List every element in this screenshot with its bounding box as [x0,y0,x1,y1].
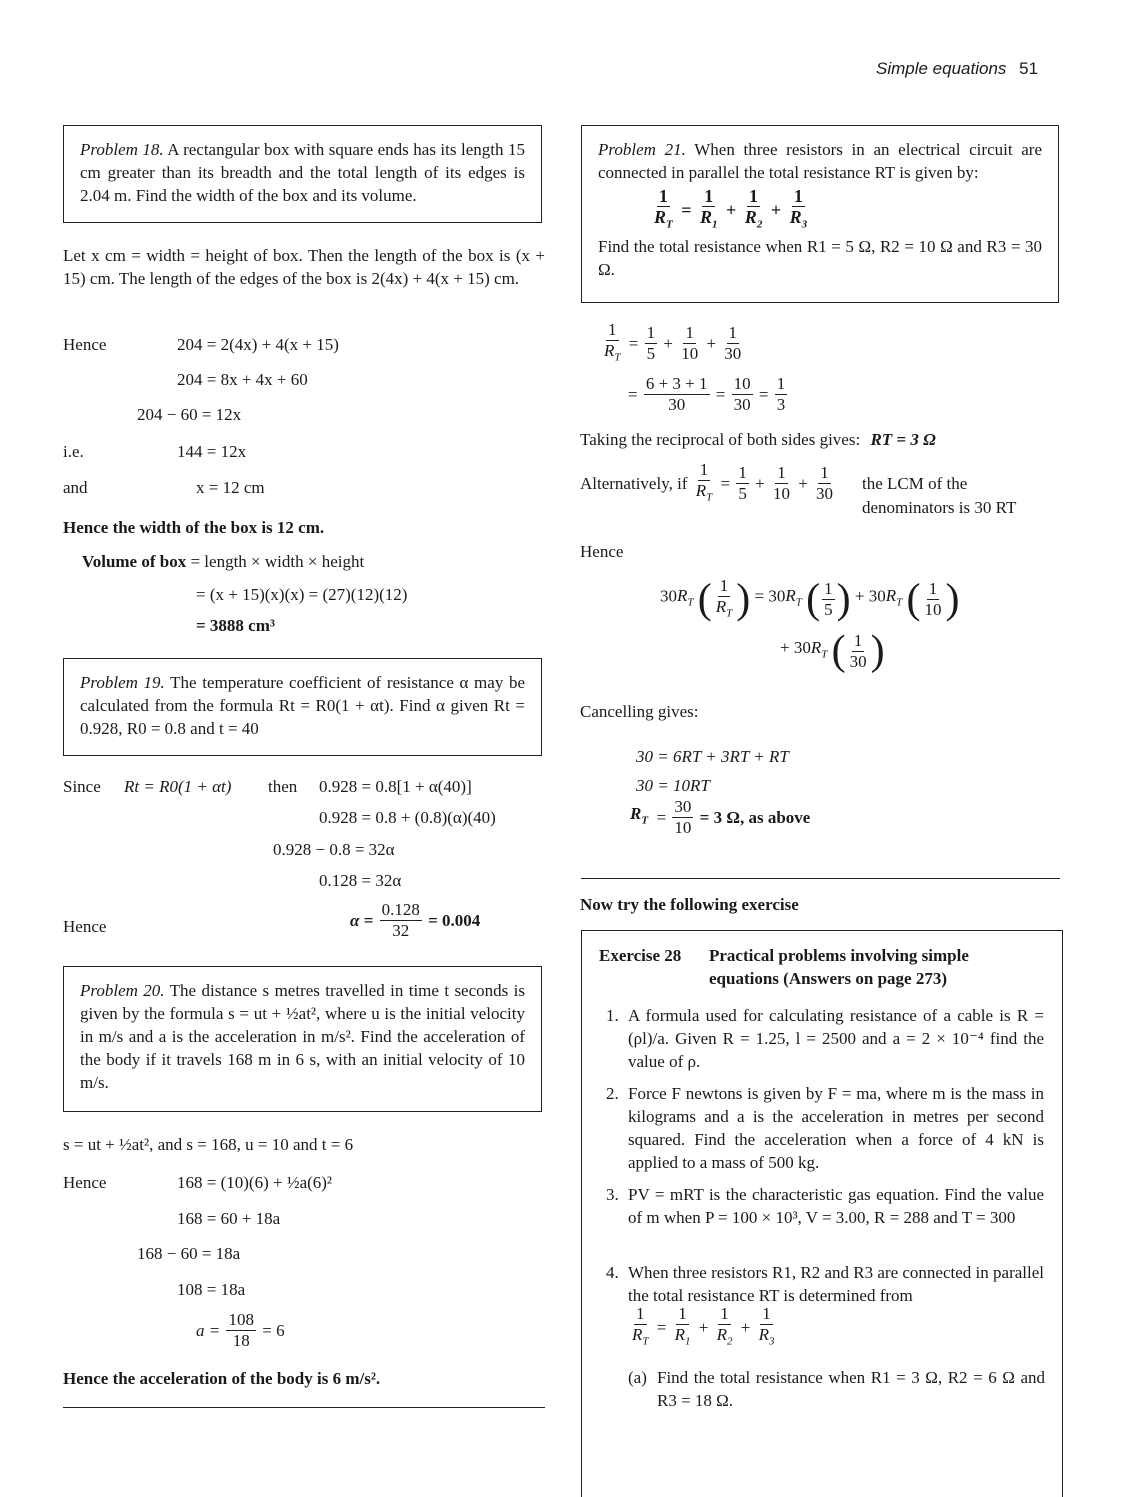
reciprocal-result: RT = 3 Ω [870,430,936,449]
equation: 168 = (10)(6) + ½a(6)² [177,1173,333,1192]
item-text: A formula used for calculating resistance of a cable is R = (ρl)/a. Given R = 1.25, l = 2500 and a = 2 × 10⁻⁴ find the value of ρ. [628,1006,1044,1071]
step-label: Hence [63,335,107,354]
volume-line [82,550,364,573]
problem-18-box [63,125,542,223]
equation: 204 = 2(4x) + 4(x + 15) [177,335,339,354]
sub-item-text: Find the total resistance when R1 = 3 Ω, R2 = 6 Ω and R3 = 18 Ω. [657,1368,1045,1410]
item-text: Force F newtons is given by F = ma, where m is the mass in kilograms and a is the acceleration in metres per second squared. Find the acceleration when a force of 4 kN is applied to a mass of 500 kg. [628,1084,1044,1172]
hence-label: Hence [580,542,624,561]
equation: 144 = 12x [177,442,247,461]
since-label: Since [63,777,101,796]
item-text: When three resistors R1, R2 and R3 are connected in parallel the total resistance RT is determined from [628,1263,1044,1305]
problem-21-find: Find the total resistance when R1 = 5 Ω, R2 = 10 Ω and R3 = 30 Ω. [598,236,1042,279]
reciprocal-simplified: = $\frac{6 + 3 + 1}{30}$ = $\frac{10}{30}$ = $\frac{1}{3}$ [628,374,786,414]
problem-18-statement [80,138,525,207]
divider [581,878,1060,879]
equation: 30 = 10RT [636,776,710,795]
problem-18-text: A rectangular box with square ends has its length 15 cm greater than its breadth and the total length of its edges is 2.04 m. Find the width of the box and its volume. [80,140,525,205]
item-text: PV = mRT is the characteristic gas equation. Find the value of m when P = 100 × 10³, V = 3.00, R = 288 and T = 300 [628,1185,1044,1227]
problem-19-text: The temperature coefficient of resistance α may be calculated from the formula Rt = R0(1 + αt). Find α given Rt = 0.928, R0 = 0.8 and t = 40 [80,673,526,738]
fraction-denominator: 32 [392,921,410,940]
exercise-item [606,1082,1044,1174]
problem-20-given: s = ut + ½at², and s = 168, u = 10 and t = 6 [63,1135,354,1154]
equation: 30 = 6RT + 3RT + RT [636,747,789,766]
reciprocal-text: Taking the reciprocal of both sides gives: [580,430,861,449]
problem-20-result: Hence the acceleration of the body is 6 m/s². [63,1369,381,1388]
hence-label: Hence [63,917,107,936]
fraction-denominator: 18 [232,1331,250,1350]
problem-21-text: When three resistors in an electrical circuit are connected in parallel the total resistance RT is given by: [598,140,1043,182]
problem-20-label: Problem 20. [80,981,165,1000]
final-fraction [226,1310,256,1351]
rt-final: $R_T$ = $\frac{30}{10}$ = 3 Ω, as above [630,797,811,837]
problem-21-box [581,125,1059,303]
problem-19-statement [80,671,525,740]
fraction-numerator: 0.128 [381,900,420,919]
equation: 168 = 60 + 18a [177,1209,281,1228]
problem-19-box [63,658,542,756]
exercise-heading: Now try the following exercise [580,895,799,914]
final-equation: a = $\frac{108}{18}$ = 6 [196,1310,285,1350]
problem-18-result: Hence the width of the box is 12 cm. [63,518,325,537]
step-label: Hence [63,1173,107,1192]
alpha-value: = 0.004 [428,911,481,930]
problem-20-statement [80,979,525,1094]
problem-20-box [63,966,542,1112]
alpha-result: α = $\frac{0.128}{32}$ = 0.004 [350,900,481,940]
problem-21-statement [598,138,1042,184]
equation: 168 − 60 = 18a [137,1244,241,1263]
equation: 0.928 − 0.8 = 32α [273,840,395,859]
exercise-item [606,1004,1044,1074]
exercise-item [606,1261,1044,1309]
running-header [876,57,1038,80]
reciprocal-sum: $\frac{1}{R_T}$ = $\frac{1}{5}$ + $\frac{1}{10}$ + $\frac{1}{30}$ [604,320,742,364]
formula: Rt = R0(1 + αt) [124,777,232,796]
cancelling-label: Cancelling gives: [580,702,699,721]
equation: 0.128 = 32α [319,871,402,890]
lcm-text: the LCM of the denominators is 30 RT [862,474,1017,517]
sub-item-label: (a) [628,1368,647,1387]
problem-21-label: Problem 21. [598,140,686,159]
equation: 204 = 8x + 4x + 60 [177,370,308,389]
volume-step: = (x + 15)(x)(x) = (27)(12)(12) [196,585,408,604]
page-number: 51 [1019,59,1039,78]
alternative-text: Alternatively, if [580,474,688,494]
problem-19-label: Problem 19. [80,673,165,692]
running-title: Simple equations [876,59,1007,78]
item-number: 1. [606,1006,619,1025]
item-4-formula: $\frac{1}{R_T}$ = $\frac{1}{R_1}$ + $\frac{1}{R_2}$ + $\frac{1}{R_3}$ [632,1304,775,1348]
problem-20-text: The distance s metres travelled in time t seconds is given by the formula s = ut + ½at², where u is the initial velocity in m/s and a is the acceleration in m/s². Find the acceleration of the body if it travels 168 m in 6 s, with an initial velocity of 10 m/s. [80,981,525,1092]
exercise-title: Exercise 28 [599,946,682,965]
equation: 108 = 18a [177,1280,246,1299]
step-label: and [63,478,88,497]
problem-18-intro: Let x cm = width = height of box. Then the length of the box is (x + 15) cm. The length of the edges of the box is 2(4x) + 4(x + 15) cm. [63,246,545,288]
fraction-numerator: 108 [228,1310,254,1329]
alternative-line: Alternatively, if $\frac{1}{R_T}$ = $\frac{1}{5}$ + $\frac{1}{10}$ + $\frac{1}{30}$ [580,460,834,504]
item-number: 4. [606,1263,619,1282]
problem-18-label: Problem 18. [80,140,164,159]
exercise-subtitle: Practical problems involving simple equations (Answers on page 273) [709,946,969,988]
rt-final-value: = 3 Ω, as above [699,808,811,827]
divider [63,1407,545,1408]
reciprocal-line [580,428,936,451]
exercise-item [606,1183,1044,1253]
equation: x = 12 cm [196,478,265,497]
then-label: then [268,777,298,796]
equation: 204 − 60 = 12x [137,405,242,424]
multiply-equation-cont: + $30R_T$ ( $\frac{1}{30}$ ) [780,628,885,674]
volume-label: Volume of box [82,552,187,571]
multiply-equation: $30R_T$ ( $\frac{1}{R_T}$ ) = $30R_T$ ( $\frac{1}{5}$ ) + $30R_T$ ( $\frac{1}{10}$ ) [660,576,960,623]
volume-result: = 3888 cm³ [196,616,275,635]
equation: 0.928 = 0.8 + (0.8)(α)(40) [319,808,496,827]
final-value: = 6 [262,1321,285,1340]
alpha-fraction [380,900,422,941]
equation: 0.928 = 0.8[1 + α(40)] [319,777,472,796]
item-number: 3. [606,1185,619,1204]
volume-equation: = length × width × height [190,552,365,571]
step-label: i.e. [63,442,84,461]
item-number: 2. [606,1084,619,1103]
parallel-formula: $\frac{1}{R_T}$ = $\frac{1}{R_1}$ + $\frac{1}{R_2}$ + $\frac{1}{R_3}$ [654,186,808,231]
